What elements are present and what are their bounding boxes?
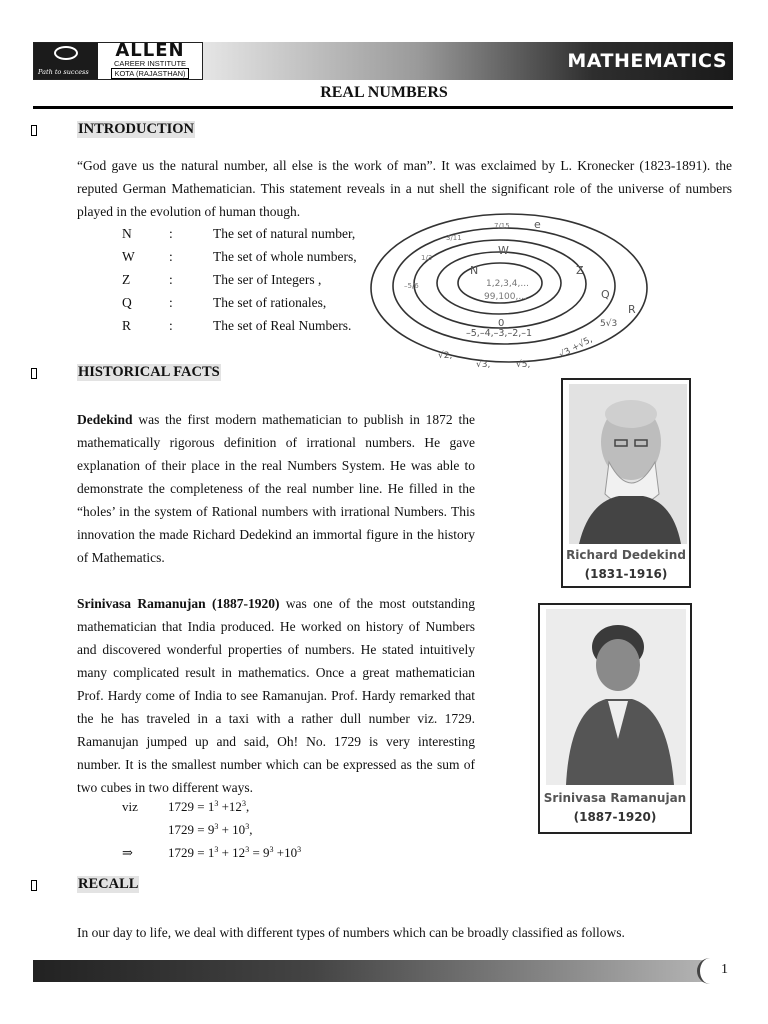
def-symbol: N — [122, 226, 132, 241]
equation-label: viz — [122, 799, 138, 814]
negatives-label: –5,–4,–3,–2,–1 — [466, 328, 533, 339]
def-colon: : — [169, 295, 173, 310]
ramanujan-text: was one of the most outstanding mathematician that India produced. He worked on history of Numbers and discovered wonderful properties of numbers. He stated intuitively many complicated result in mathematics. Once a great mathematician Prof. Hardy come of India to see Ramanujan. Prof. Hardy remarked that the he has traveled in a taxi with a rather dull number viz. 1729. Ramanujan jumped up and said, Oh! No. 1729 is very interesting number. It is the smallest number which can be expressed as the sum of two cubes in two different ways. — [77, 596, 475, 795]
bullet-icon — [31, 880, 37, 891]
def-colon: : — [169, 249, 173, 264]
page-number: 1 — [697, 958, 749, 984]
dedekind-text: was the first modern mathematician to publish in 1872 the mathematically rigorous definition of irrational numbers. He gave explanation of their place in the real Numbers System. He was able to demonstrate the completeness of the real number line. He filled in the “holes’ in the system of Rational numbers with irrational Numbers. This innovation the made Richard Dedekind an immortal figure in the history of Mathematics. — [77, 412, 475, 565]
def-symbol: W — [122, 249, 135, 264]
logo-emblem-icon — [34, 43, 98, 79]
number-sets-diagram — [366, 208, 656, 374]
ramanujan-paragraph — [77, 592, 475, 799]
implies-icon: ⇒ — [122, 845, 133, 860]
irrational-3: √5, — [516, 360, 531, 370]
def-symbol: R — [122, 318, 132, 333]
n-content-1: 1,2,3,4,... — [486, 279, 529, 289]
footer-bar — [33, 960, 733, 982]
irrational-4: √3 +√5, — [557, 334, 595, 361]
subject-title: MATHEMATICS — [567, 50, 727, 72]
def-text: The set of natural number, — [213, 226, 356, 241]
def-text: The set of rationales, — [213, 295, 327, 310]
ramanujan-name: Srinivasa Ramanujan (1887-1920) — [77, 596, 280, 611]
logo-subtitle: CAREER INSTITUTE — [113, 59, 187, 68]
dedekind-name: Dedekind — [77, 412, 133, 427]
logo-tagline: Path to success — [38, 68, 89, 76]
photo1-name: Richard Dedekind — [566, 548, 686, 562]
heading-historical-facts: HISTORICAL FACTS — [78, 364, 220, 380]
def-symbol: Q — [122, 295, 132, 310]
dedekind-paragraph — [77, 408, 475, 569]
heading-recall: RECALL — [78, 876, 139, 892]
irrational-5: 5√3 — [600, 319, 618, 329]
logo-city: KOTA (RAJASTHAN) — [111, 68, 188, 79]
page-title: REAL NUMBERS — [320, 84, 448, 101]
zero-label: 0 — [498, 318, 505, 329]
def-text: The set of whole numbers, — [213, 249, 357, 264]
label-e: e — [534, 218, 541, 231]
equation: $1729 = 1^3 + 12^3 = 9^3 +10^3$ — [168, 845, 302, 860]
def-text: The set of Real Numbers. — [213, 318, 352, 333]
heading-introduction: INTRODUCTION — [78, 121, 195, 137]
page-footer — [33, 958, 749, 984]
photo2-name: Srinivasa Ramanujan — [543, 791, 687, 805]
equation: $1729 = 9^3 + 10^3$, — [168, 822, 253, 837]
irrational-2: √3, — [476, 360, 491, 370]
label-q: Q — [601, 288, 610, 301]
title-divider — [33, 106, 733, 109]
dedekind-photo — [561, 378, 691, 588]
ramanujan-photo — [538, 603, 692, 834]
fraction-b: 3/11 — [446, 234, 462, 242]
intro-paragraph: “God gave us the natural number, all else is the work of man”. It was exclaimed by L. Kronecker (1823-1891). the reputed German Mathematician. This statement reveals in a nut shell the significant role of the universe of numbers played in the evolution of human though. — [77, 158, 732, 219]
irrational-1: √2, — [438, 351, 453, 361]
fraction-c: 1/3 — [421, 254, 433, 262]
label-n: N — [470, 264, 479, 277]
label-z: Z — [576, 264, 584, 277]
def-colon: : — [169, 226, 173, 241]
equation: $1729 = 1^3 +12^3$, — [168, 799, 250, 814]
dedekind-portrait-image — [569, 384, 687, 544]
label-w: W — [498, 244, 509, 257]
ramanujan-portrait-image — [546, 609, 686, 785]
n-content-2: 99,100,... — [484, 292, 527, 302]
fraction-a: 7/15 — [494, 222, 510, 230]
photo2-years: (1887-1920) — [573, 810, 657, 824]
photo1-years: (1831-1916) — [584, 567, 668, 581]
def-colon: : — [169, 272, 173, 287]
allen-logo — [33, 42, 203, 80]
recall-paragraph: In our day to life, we deal with different types of numbers which can be broadly classified as follows. — [77, 925, 625, 940]
logo-name: ALLEN — [115, 40, 185, 61]
label-r: R — [628, 303, 636, 316]
def-symbol: Z — [122, 272, 131, 287]
def-text: The ser of Integers , — [213, 272, 322, 287]
page-header — [33, 42, 733, 80]
bullet-icon — [31, 125, 37, 136]
fraction-d: –5/6 — [404, 282, 419, 290]
bullet-icon — [31, 368, 37, 379]
def-colon: : — [169, 318, 173, 333]
